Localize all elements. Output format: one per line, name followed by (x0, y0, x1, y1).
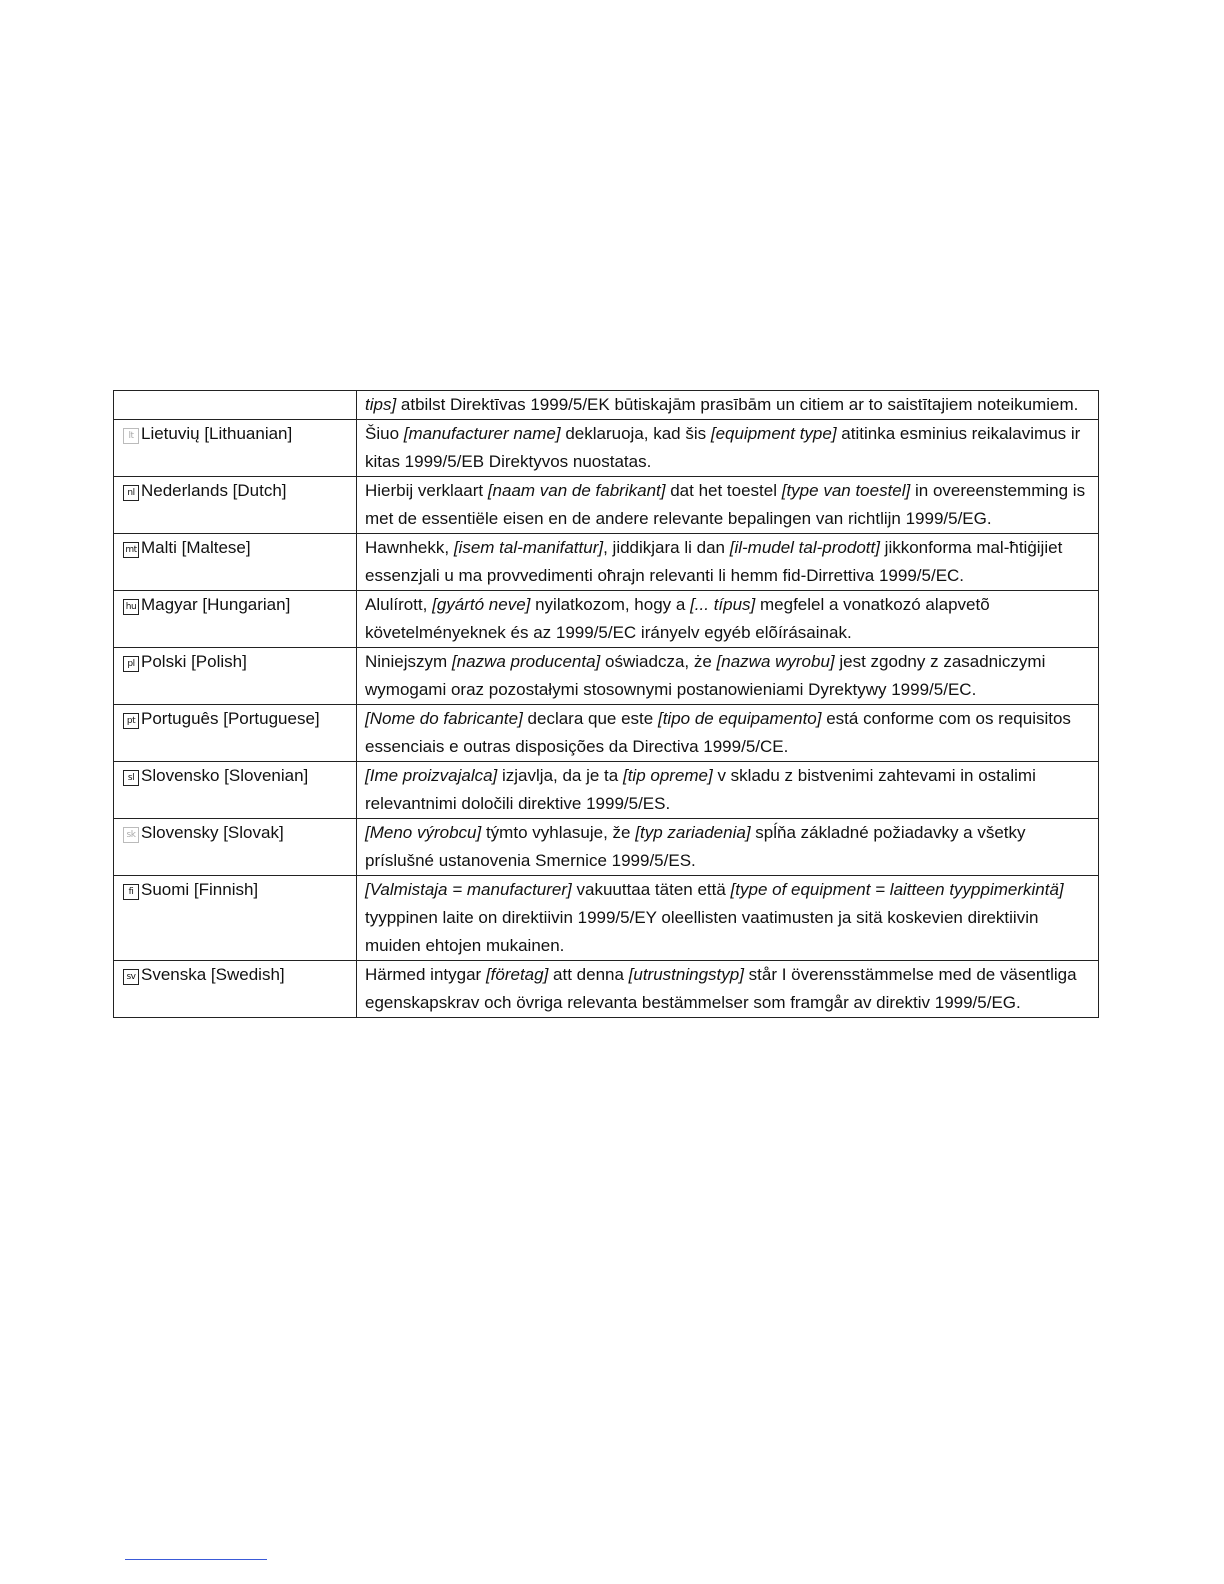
language-cell (114, 648, 357, 705)
language-name: Polski [Polish] (141, 652, 247, 671)
table-row (114, 534, 1099, 591)
declaration-text: jikkonforma mal-ħtiġijiet essenzjali u ma provvedimenti oħrajn relevanti li hemm fid-Dirrettiva 1999/5/EC. (365, 538, 1063, 585)
language-name: Português [Portuguese] (141, 709, 320, 728)
declaration-text-cell (357, 762, 1099, 819)
declaration-text: Niniejszym (365, 652, 452, 671)
declaration-text: spĺňa základné požiadavky a všetky príslušné ustanovenia Smernice 1999/5/ES. (365, 823, 1026, 870)
language-code-icon: sl (123, 770, 139, 786)
declaration-text: Härmed intygar (365, 965, 486, 984)
language-name: Lietuvių [Lithuanian] (141, 424, 293, 443)
declaration-text: står I överensstämmelse med de väsentliga egenskapskrav och övriga relevanta bestämmelser som framgår av direktiv 1999/5/EG. (365, 965, 1077, 1012)
language-cell (114, 591, 357, 648)
declaration-text: nyilatkozom, hogy a (530, 595, 691, 614)
placeholder-text: [naam van de fabrikant] (487, 481, 666, 500)
placeholder-text: [... típus] (690, 595, 756, 614)
table-row (114, 762, 1099, 819)
table-row (114, 391, 1099, 420)
declaration-text: atbilst Direktīvas 1999/5/EK būtiskajām prasībām un citiem ar to saistītajiem noteikumiem. (396, 395, 1079, 414)
declaration-text: está conforme com os requisitos essenciais e outras disposições da Directiva 1999/5/CE. (365, 709, 1071, 756)
declaration-text: dat het toestel (665, 481, 782, 500)
declaration-text: deklaruoja, kad šis (560, 424, 711, 443)
table-row (114, 420, 1099, 477)
language-code-icon: sv (123, 969, 139, 985)
language-code-icon: sk (123, 827, 139, 843)
declaration-text: vakuuttaa täten että (571, 880, 731, 899)
declaration-text-cell (357, 477, 1099, 534)
language-code-icon: lt (123, 428, 139, 444)
table-row (114, 961, 1099, 1018)
language-cell (114, 705, 357, 762)
table-row (114, 477, 1099, 534)
declaration-text: izjavlja, da je ta (497, 766, 623, 785)
declaration-text-cell (357, 648, 1099, 705)
language-name: Malti [Maltese] (141, 538, 251, 557)
table-row (114, 876, 1099, 961)
placeholder-text: [tip opreme] (622, 766, 713, 785)
declaration-text-cell (357, 705, 1099, 762)
language-code-icon: nl (123, 485, 139, 501)
declaration-text-cell (357, 819, 1099, 876)
declaration-text: oświadcza, że (600, 652, 717, 671)
language-name: Svenska [Swedish] (141, 965, 285, 984)
placeholder-text: [företag] (485, 965, 549, 984)
declaration-text-cell (357, 591, 1099, 648)
declaration-text: jest zgodny z zasadniczymi wymogami oraz pozostałymi stosownymi postanowieniami Dyrektywy 1999/5/EC. (365, 652, 1046, 699)
declaration-table-body (114, 391, 1099, 1018)
language-code-icon: fi (123, 884, 139, 900)
placeholder-text: [type of equipment = laitteen tyyppimerkintä] (730, 880, 1064, 899)
placeholder-text: [tipo de equipamento] (657, 709, 822, 728)
declaration-text: megfelel a vonatkozó alapvetõ követelményeknek és az 1999/5/EC irányelv egyéb elõírásainak. (365, 595, 990, 642)
language-cell (114, 961, 357, 1018)
placeholder-text: [nazwa producenta] (451, 652, 601, 671)
placeholder-text: [Ime proizvajalca] (365, 766, 498, 785)
language-name: Nederlands [Dutch] (141, 481, 287, 500)
language-code-icon: pt (123, 713, 139, 729)
declaration-text: Hawnhekk, (365, 538, 454, 557)
language-cell (114, 534, 357, 591)
placeholder-text: tips] (365, 395, 397, 414)
declaration-text: Hierbij verklaart (365, 481, 488, 500)
language-name: Suomi [Finnish] (141, 880, 259, 899)
declaration-text-cell (357, 391, 1099, 420)
placeholder-text: [Meno výrobcu] (365, 823, 482, 842)
table-row (114, 819, 1099, 876)
declaration-table (113, 390, 1099, 1018)
declaration-text: in overeenstemming is met de essentiële eisen en de andere relevante bepalingen van richtlijn 1999/5/EG. (365, 481, 1086, 528)
footnote-separator (125, 1559, 267, 1560)
language-name: Magyar [Hungarian] (141, 595, 291, 614)
declaration-text: atitinka esminius reikalavimus ir kitas 1999/5/EB Direktyvos nuostatas. (365, 424, 1081, 471)
declaration-text: tyyppinen laite on direktiivin 1999/5/EY oleellisten vaatimusten ja sitä koskevien direktiivin muiden ehtojen mukainen. (365, 908, 1039, 955)
declaration-text: declara que este (522, 709, 658, 728)
language-cell (114, 876, 357, 961)
placeholder-text: [Nome do fabricante] (365, 709, 523, 728)
declaration-text: att denna (548, 965, 629, 984)
language-cell (114, 391, 357, 420)
declaration-text: , jiddikjara li dan (603, 538, 730, 557)
placeholder-text: [gyártó neve] (432, 595, 531, 614)
declaration-text-cell (357, 876, 1099, 961)
language-name: Slovensko [Slovenian] (141, 766, 309, 785)
declaration-text-cell (357, 420, 1099, 477)
declaration-text-cell (357, 961, 1099, 1018)
placeholder-text: [typ zariadenia] (635, 823, 751, 842)
table-row (114, 591, 1099, 648)
declaration-text: Šiuo (365, 424, 404, 443)
placeholder-text: [isem tal-manifattur] (453, 538, 604, 557)
language-code-icon: pl (123, 656, 139, 672)
language-cell (114, 477, 357, 534)
language-cell (114, 420, 357, 477)
placeholder-text: [type van toestel] (781, 481, 911, 500)
placeholder-text: [nazwa wyrobu] (716, 652, 835, 671)
declaration-text: týmto vyhlasuje, že (481, 823, 636, 842)
declaration-text: Alulírott, (365, 595, 433, 614)
language-code-icon: mt (123, 542, 139, 558)
language-cell (114, 762, 357, 819)
language-name: Slovensky [Slovak] (141, 823, 284, 842)
table-row (114, 648, 1099, 705)
table-row (114, 705, 1099, 762)
declaration-text: v skladu z bistvenimi zahtevami in ostalimi relevantnimi določili direktive 1999/5/ES. (365, 766, 1036, 813)
placeholder-text: [utrustningstyp] (628, 965, 744, 984)
placeholder-text: [manufacturer name] (403, 424, 561, 443)
placeholder-text: [Valmistaja = manufacturer] (365, 880, 572, 899)
declaration-text-cell (357, 534, 1099, 591)
language-code-icon: hu (123, 599, 139, 615)
placeholder-text: [equipment type] (710, 424, 837, 443)
language-cell (114, 819, 357, 876)
placeholder-text: [il-mudel tal-prodott] (729, 538, 880, 557)
